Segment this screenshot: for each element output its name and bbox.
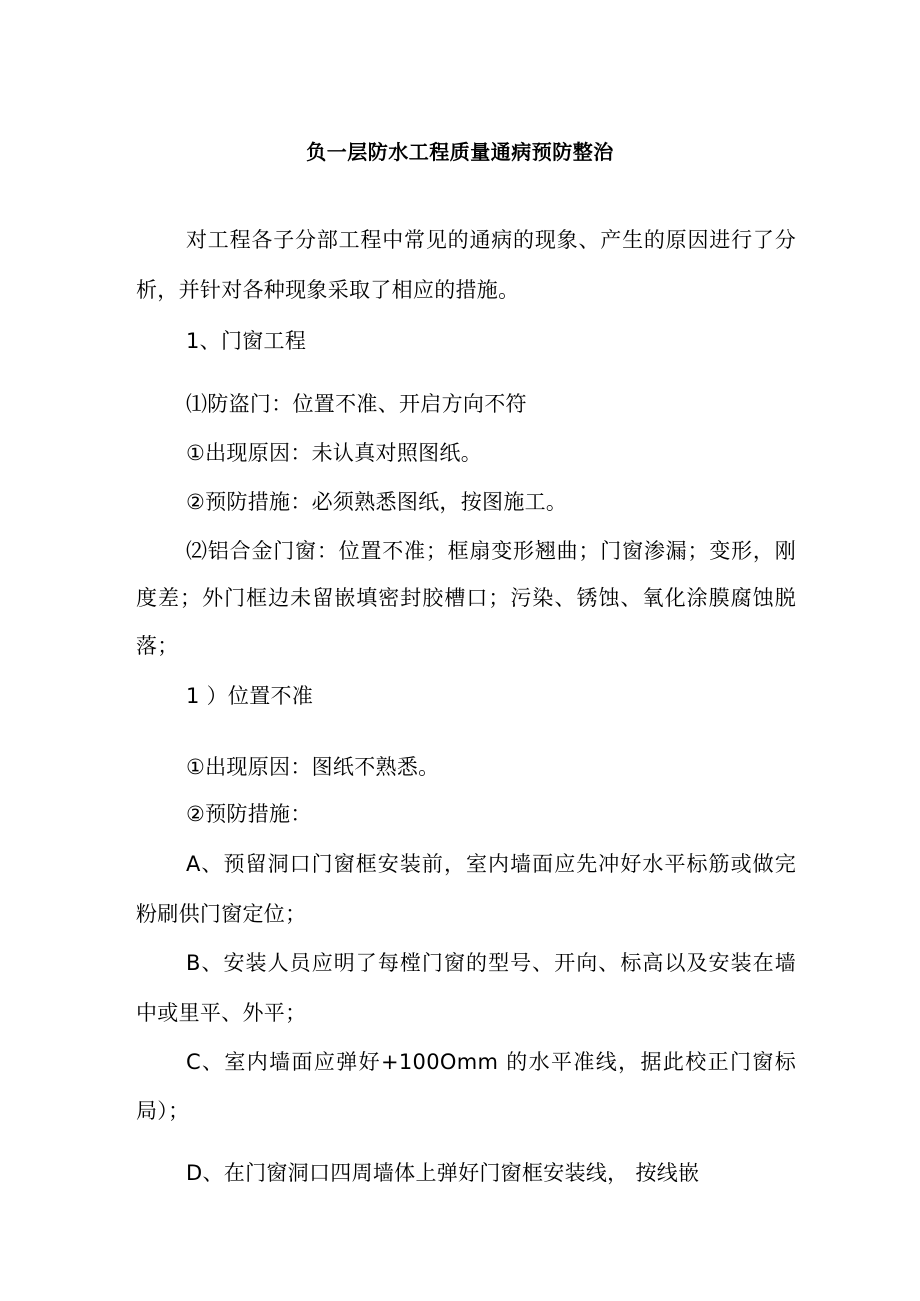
paragraph-line: ②预防措施：: [186, 802, 312, 826]
subsection-heading: ⑵铝合金门窗：位置不准；框扇变形翘曲；门窗渗漏；变形，刚: [186, 539, 796, 563]
paragraph-line: ②预防措施：必须熟悉图纸，按图施工。: [186, 490, 568, 514]
section-heading: 1、门窗工程: [186, 329, 307, 353]
subsection-heading: ⑴防盗门：位置不准、开启方向不符: [186, 392, 527, 416]
item-heading: 1 ）位置不准: [186, 684, 314, 708]
paragraph-line: ①出现原因：图纸不熟悉。: [186, 755, 440, 779]
paragraph-line: 局）；: [136, 1099, 190, 1123]
paragraph-line: B、安装人员应明了每樘门窗的型号、开向、标高以及安装在墙: [186, 951, 796, 975]
paragraph-line: 中或里平、外平；: [136, 1001, 307, 1025]
paragraph-line: 对工程各子分部工程中常见的通病的现象、产生的原因进行了分: [186, 228, 796, 252]
paragraph-line: 落；: [136, 634, 179, 658]
paragraph-line: A、预留洞口门窗框安装前，室内墙面应先冲好水平标筋或做完: [186, 852, 796, 876]
paragraph-line: 粉刷供门窗定位；: [136, 902, 307, 926]
paragraph-line: 度差；外门框边未留嵌填密封胶槽口；污染、锈蚀、氧化涂膜腐蚀脱: [136, 586, 796, 610]
paragraph-line: D、在门窗洞口四周墙体上弹好门窗框安装线， 按线嵌: [186, 1161, 700, 1185]
paragraph-line: 析，并针对各种现象采取了相应的措施。: [136, 278, 520, 302]
document-title: 负一层防水工程质量通病预防整治: [306, 140, 614, 164]
paragraph-line: C、室内墙面应弹好+100Omm 的水平准线，据此校正门窗标: [186, 1050, 796, 1074]
paragraph-line: ①出现原因：未认真对照图纸。: [186, 441, 483, 465]
